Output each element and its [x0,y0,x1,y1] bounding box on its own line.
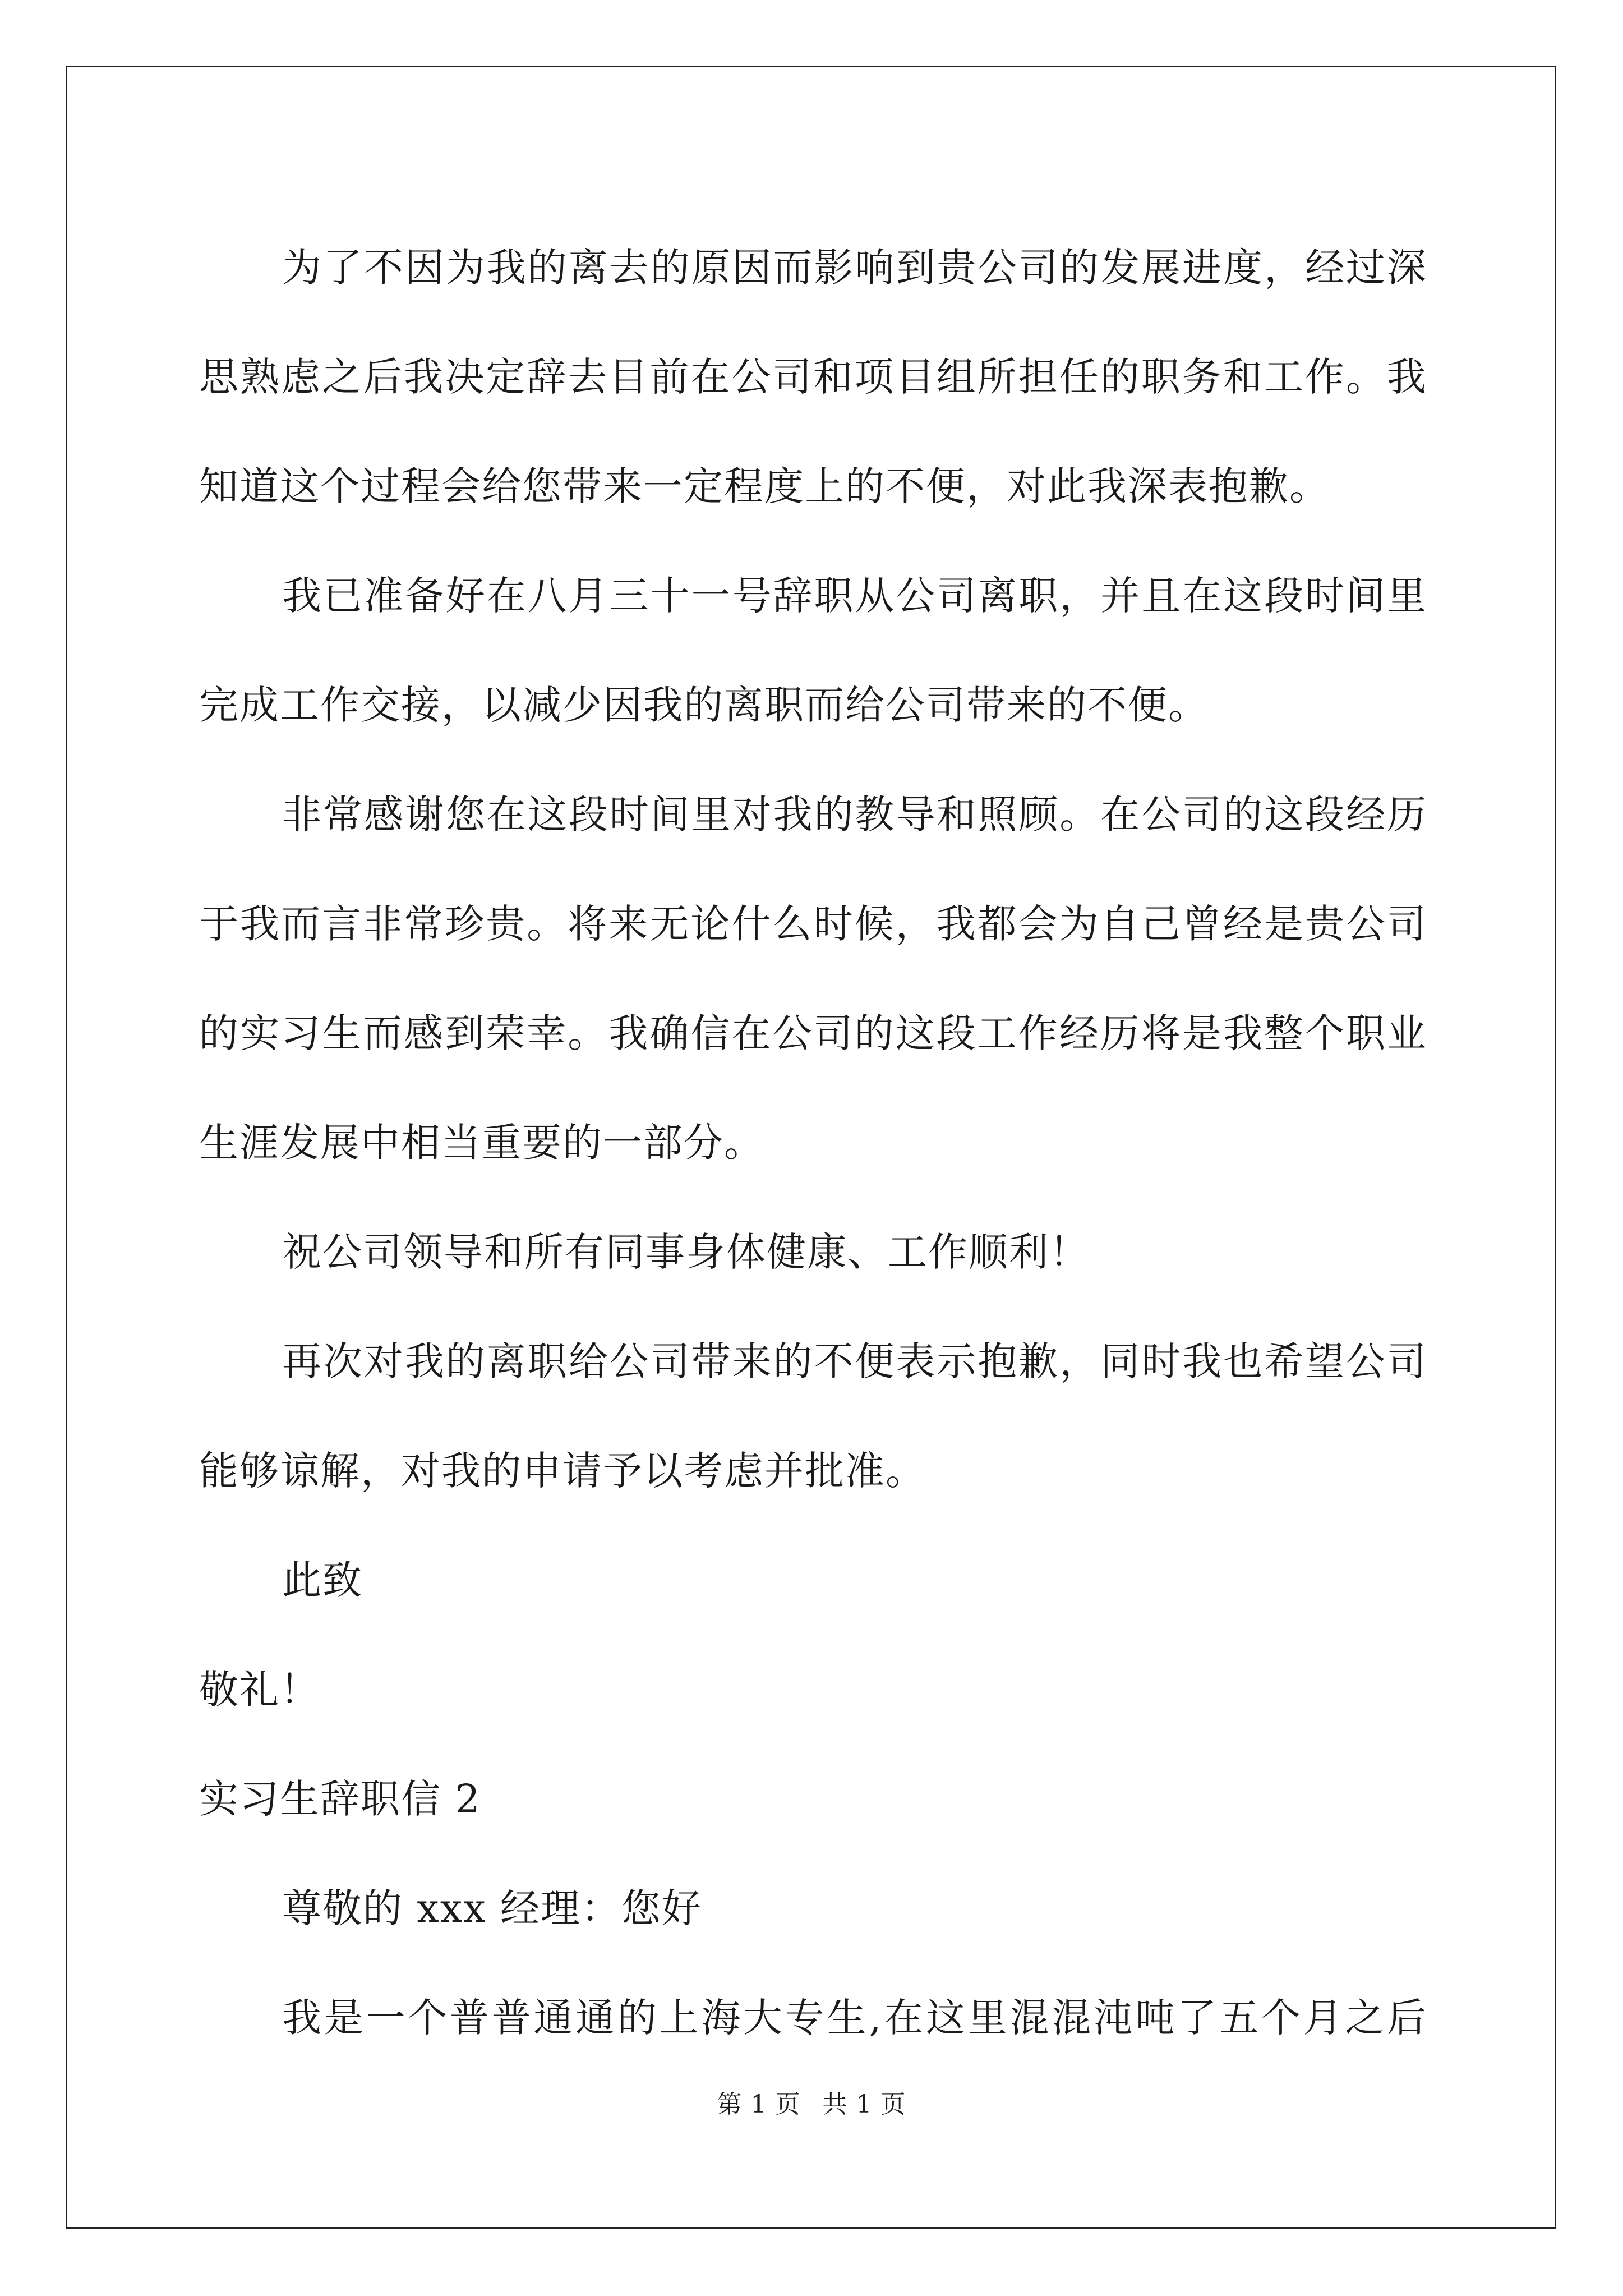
text-line: 为了不因为我的离去的原因而影响到贵公司的发展进度，经过深 [282,245,1427,291]
text-line: 知道这个过程会给您带来一定程度上的不便，对此我深表抱歉。 [199,463,1330,509]
text-line: 完成工作交接，以减少因我的离职而给公司带来的不便。 [199,682,1209,728]
greeting: 尊敬的 xxx 经理：您好 [282,1885,702,1931]
text-line: 生涯发展中相当重要的一部分。 [199,1120,764,1166]
letter-body [199,213,1427,2073]
page-total: 共 1 页 [822,2090,906,2119]
page-number: 第 1 页 [717,2090,801,2119]
text-line: 祝公司领导和所有同事身体健康、工作顺利！ [282,1229,1090,1275]
text-line: 非常感谢您在这段时间里对我的教导和照顾。在公司的这段经历 [282,792,1427,838]
text-line: 我已准备好在八月三十一号辞职从公司离职，并且在这段时间里 [282,573,1427,619]
text-line: 能够谅解，对我的申请予以考虑并批准。 [199,1448,926,1494]
closing-regards: 敬礼！ [199,1667,320,1713]
text-line: 思熟虑之后我决定辞去目前在公司和项目组所担任的职务和工作。我 [199,354,1427,400]
text-line: 的实习生而感到荣幸。我确信在公司的这段工作经历将是我整个职业 [199,1010,1427,1056]
text-line: 再次对我的离职给公司带来的不便表示抱歉，同时我也希望公司 [282,1338,1427,1384]
section-heading: 实习生辞职信 2 [199,1776,481,1822]
page-footer [0,2084,1623,2120]
text-line: 我是一个普普通通的上海大专生,在这里混混沌吨了五个月之后 [282,1995,1427,2041]
text-line: 于我而言非常珍贵。将来无论什么时候，我都会为自己曾经是贵公司 [199,901,1427,947]
closing-salutation: 此致 [282,1557,363,1603]
